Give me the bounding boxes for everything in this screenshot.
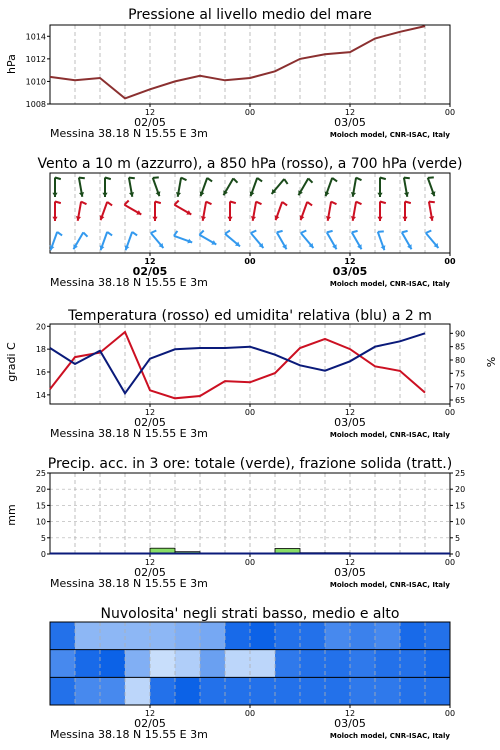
cloud-cell [225,677,250,705]
wind-barb-feather [402,231,408,233]
wind-barb-feather [257,178,262,182]
wind-barb-feather [132,232,137,236]
cloud-cell [100,650,125,678]
date-label: 02/05 [134,416,166,429]
humidity-ylabel: % [484,356,497,368]
cloud-cell [75,622,100,650]
x-tick-label: 00 [244,257,256,266]
x-tick-label: 12 [144,408,156,417]
x-tick-label: 00 [244,408,256,417]
cloud-cell [175,650,200,678]
cloud-title: Nuvolosita' negli strati basso, medio e alto [100,606,400,622]
wind-barb-feather [307,202,312,206]
wind-barb-feather [174,231,178,236]
plot-frame [50,324,450,404]
x-tick-label: 00 [244,558,256,567]
x-tick-label: 12 [144,709,156,718]
x-tick-label: 12 [344,408,356,417]
wind-barb-feather [356,202,361,205]
date-label: 02/05 [132,265,168,278]
cloud-cell [50,677,75,705]
wind-barb-feather [233,178,237,182]
credit-label: Moloch model, CNR-ISAC, Italy [329,280,450,288]
cloud-cell [350,677,375,705]
y-tick-label: 18 [35,345,46,355]
y-tick-label: 20 [35,322,46,332]
y-tick-label: 15 [455,501,466,511]
cloud-cell [125,622,150,650]
y-tick-label: 20 [35,485,46,495]
cloud-cell [325,622,350,650]
cloud-cell [200,622,225,650]
wind-barb-feather [426,231,432,234]
cloud-cell [200,650,225,678]
date-label: 03/05 [334,416,366,429]
wind-barb-feather [129,178,135,179]
x-tick-label: 00 [244,709,256,718]
wind-barb-feather [153,177,159,178]
wind-barb-feather [378,231,384,232]
pressure-title: Pressione al livello medio del mare [128,7,372,23]
wind-barb-head [52,193,57,197]
wind-barb-feather [301,231,307,234]
cloud-cell [400,622,425,650]
location-label: Messina 38.18 N 15.55 E 3m [50,427,208,440]
credit-label: Moloch model, CNR-ISAC, Italy [329,581,450,589]
x-tick-label: 12 [144,257,156,266]
y-tick-label: 10 [455,517,466,527]
wind-barb-feather [404,178,410,179]
wind-barb-feather [327,231,333,233]
cloud-cell [50,622,75,650]
y-tick-label: 5 [40,533,46,543]
cloud-cell [75,650,100,678]
plot-frame [50,173,450,253]
wind-barb-feather [207,178,212,182]
cloud-cell [375,650,400,678]
date-label: 03/05 [334,566,366,579]
wind-barb-feather [282,202,287,206]
wind-barb-feather [57,232,62,236]
date-label: 03/05 [334,717,366,730]
x-tick-label: 12 [144,108,156,117]
y-tick-label: 5 [455,533,461,543]
cloud-cell [400,650,425,678]
x-tick-label: 12 [144,558,156,567]
wind-barb-feather [256,202,261,205]
cloud-plot [50,622,455,741]
cloud-cell [325,650,350,678]
precip-panel [5,456,452,526]
wind-plot [50,173,456,289]
wind-barb-feather [352,231,358,233]
pressure-plot [26,25,455,140]
temperature-panel [5,308,497,382]
wind-panel [37,156,462,172]
wind-barb-feather [181,178,186,181]
date-label: 03/05 [332,265,368,278]
humidity-line [50,333,425,393]
cloud-cell [425,650,450,678]
cloud-cell [425,622,450,650]
cloud-cell [250,677,275,705]
wind-barb-feather [428,177,434,178]
cloud-cell [150,677,175,705]
wind-barb-feather [332,178,337,182]
x-tick-label: 12 [344,709,356,718]
precip-plot [36,469,465,590]
y-tick-label: 1012 [25,54,46,64]
wind-barb-feather [277,231,283,233]
cloud-cell [75,677,100,705]
y-tick-label: 75 [455,369,466,379]
cloud-panel [101,606,400,622]
y-tick-label: 1010 [25,77,46,87]
x-tick-label: 00 [444,257,456,266]
wind-barb-head [152,217,157,221]
temperature-line [50,332,425,398]
wind-barb-feather [151,231,157,234]
pressure-panel [5,7,372,74]
wind-barb-feather [331,202,336,205]
y-tick-label: 0 [455,550,461,559]
y-tick-label: 70 [455,382,466,392]
location-label: Messina 38.18 N 15.55 E 3m [50,577,208,590]
y-tick-label: 80 [455,356,466,365]
pressure-ylabel: hPa [5,54,18,74]
date-label: 03/05 [334,116,366,129]
wind-barb-feather [83,232,87,236]
wind-barb-feather [251,231,256,234]
location-label: Messina 38.18 N 15.55 E 3m [50,276,208,289]
cloud-cell [250,650,275,678]
y-tick-label: 20 [455,485,466,495]
credit-label: Moloch model, CNR-ISAC, Italy [329,431,450,439]
y-tick-label: 85 [455,342,466,352]
wind-title: Vento a 10 m (azzurro), a 850 hPa (rosso), a 700 hPa (verde) [37,156,463,172]
cloud-cell [150,650,175,678]
cloud-cell [200,677,225,705]
y-tick-label: 0 [40,550,46,559]
cloud-cell [375,677,400,705]
wind-barb-feather [81,202,86,205]
cloud-cell [275,650,300,678]
credit-label: Moloch model, CNR-ISAC, Italy [329,732,450,740]
cloud-cell [275,677,300,705]
y-tick-label: 15 [35,501,46,511]
x-tick-label: 00 [444,709,456,718]
date-label: 02/05 [134,566,166,579]
wind-barb-head [102,193,107,197]
wind-barb-feather [225,230,230,233]
wind-barb-feather [284,179,287,184]
wind-barb-feather [107,202,112,206]
y-tick-label: 25 [35,469,46,478]
wind-barb-head [52,217,57,221]
cloud-cell [50,650,75,678]
wind-barb-head [227,217,232,221]
wind-barb-feather [107,232,112,236]
cloud-cell [225,650,250,678]
cloud-cell [300,622,325,650]
y-tick-label: 25 [455,469,466,478]
wind-barb-feather [429,202,435,203]
cloud-cell [325,677,350,705]
date-label: 02/05 [134,116,166,129]
cloud-cell [125,677,150,705]
x-tick-label: 12 [344,257,356,266]
cloud-cell [100,622,125,650]
y-tick-label: 1014 [25,32,46,42]
location-label: Messina 38.18 N 15.55 E 3m [50,728,208,741]
y-tick-label: 10 [35,517,46,527]
x-tick-label: 12 [344,108,356,117]
cloud-cell [100,677,125,705]
plot-frame [50,25,450,104]
cloud-cell [400,677,425,705]
y-tick-label: 14 [35,390,46,400]
cloud-cell [175,677,200,705]
wind-barb-feather [79,178,85,179]
wind-barb-feather [206,202,211,205]
x-tick-label: 12 [344,558,356,567]
cloud-cell [125,650,150,678]
cloud-cell [250,622,275,650]
cloud-cell [150,622,175,650]
cloud-cell [350,622,375,650]
temperature-title: Temperatura (rosso) ed umidita' relativa (blu) a 2 m [68,308,432,324]
cloud-cell [375,622,400,650]
cloud-cell [425,677,450,705]
y-tick-label: 90 [455,329,466,339]
cloud-cell [275,622,300,650]
wind-barb-head [377,217,382,221]
location-label: Messina 38.18 N 15.55 E 3m [50,127,208,140]
cloud-cell [350,650,375,678]
cloud-cell [175,622,200,650]
x-tick-label: 00 [444,408,456,417]
temperature-ylabel: gradi C [5,342,18,382]
x-tick-label: 00 [244,108,256,117]
temperature-plot [36,322,465,440]
y-tick-label: 16 [35,368,46,377]
precip-ylabel: mm [5,504,18,526]
wind-barb-feather [356,178,361,181]
cloud-cell [300,650,325,678]
credit-label: Moloch model, CNR-ISAC, Italy [329,131,450,139]
x-tick-label: 00 [444,558,456,567]
date-label: 02/05 [134,717,166,730]
x-tick-label: 00 [444,108,456,117]
y-tick-label: 65 [455,396,466,405]
plot-frame [50,473,450,554]
wind-barb-head [402,217,407,221]
cloud-cell [300,677,325,705]
precip-title: Precip. acc. in 3 ore: totale (verde), frazione solida (tratt.) [47,456,453,472]
wind-barb-feather [308,178,312,182]
cloud-cell [225,622,250,650]
pressure-line [50,26,425,98]
wind-barb-head [377,193,382,197]
y-tick-label: 1008 [25,100,46,109]
